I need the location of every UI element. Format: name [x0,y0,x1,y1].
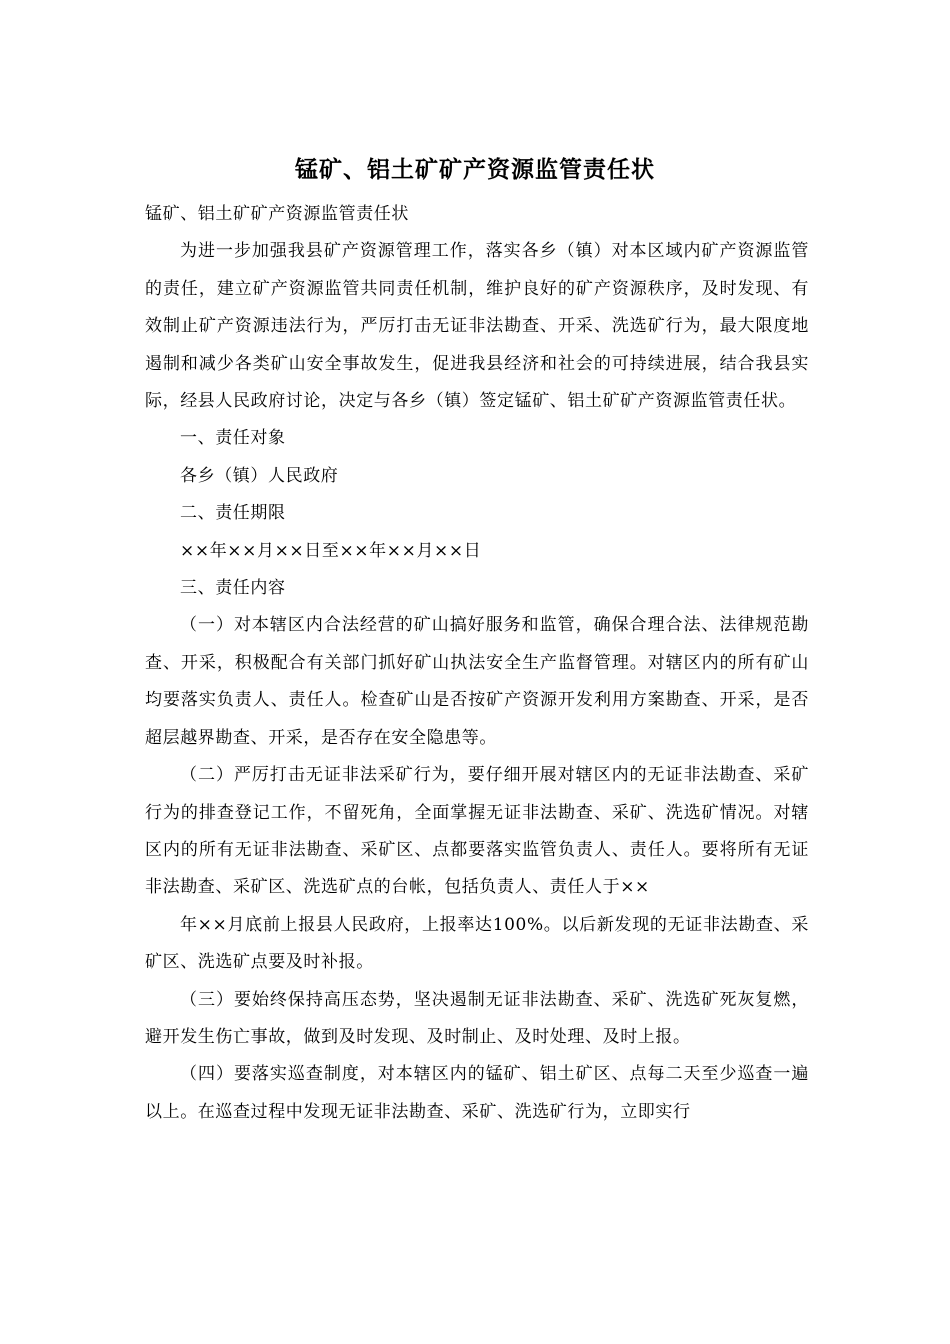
section-heading-responsibility-object: 一、责任对象 [180,428,286,449]
paragraph-intro: 为进一步加强我县矿产资源管理工作，落实各乡（镇）对本区域内矿产资源监管的责任，建立矿产资源监管共同责任机制，维护良好的矿产资源秩序，及时发现、有效制止矿产资源违法行为，严厉打击无证非法勘查、开采、洗选矿行为，最大限度地遏制和减少各类矿山安全事故发生，促进我县经济和社会的可持续进展，结合我县实际，经县人民政府讨论，决定与各乡（镇）签定锰矿、铝土矿矿产资源监管责任状。 [145,241,809,412]
section-heading-responsibility-period: 二、责任期限 [180,503,286,524]
paragraph-responsibility-object: 各乡（镇）人民政府 [180,465,339,486]
paragraph-item-2: （二）严厉打击无证非法采矿行为，要仔细开展对辖区内的无证非法勘查、采矿行为的排查登记工作，不留死角，全面掌握无证非法勘查、采矿、洗选矿情况。对辖区内的所有无证非法勘查、采矿区、点都要落实监管负责人、责任人。要将所有无证非法勘查、采矿区、洗选矿点的台帐，包括负责人、责任人于×× [145,765,809,898]
document-subtitle: 锰矿、铝土矿矿产资源监管责任状 [145,204,409,224]
paragraph-item-4: （四）要落实巡查制度，对本辖区内的锰矿、铝土矿区、点每二天至少巡查一遍以上。在巡查过程中发现无证非法勘查、采矿、洗选矿行为，立即实行 [145,1064,809,1122]
paragraph-item-3: （三）要始终保持高压态势，坚决遏制无证非法勘查、采矿、洗选矿死灰复燃，避开发生伤亡事故，做到及时发现、及时制止、及时处理、及时上报。 [145,989,809,1047]
paragraph-item-2-continued: 年××月底前上报县人民政府，上报率达100%。以后新发现的无证非法勘查、采矿区、洗选矿点要及时补报。 [145,914,809,973]
paragraph-item-1: （一）对本辖区内合法经营的矿山搞好服务和监管，确保合理合法、法律规范勘查、开采，积极配合有关部门抓好矿山执法安全生产监督管理。对辖区内的所有矿山均要落实负责人、责任人。检查矿山是否按矿产资源开发利用方案勘查、开采，是否超层越界勘查、开采，是否存在安全隐患等。 [145,615,809,748]
document-title: 锰矿、铝土矿矿产资源监管责任状 [295,156,655,183]
paragraph-responsibility-period: ××年××月××日至××年××月××日 [180,540,482,561]
section-heading-responsibility-content: 三、责任内容 [180,578,286,599]
document-body [145,196,809,1131]
